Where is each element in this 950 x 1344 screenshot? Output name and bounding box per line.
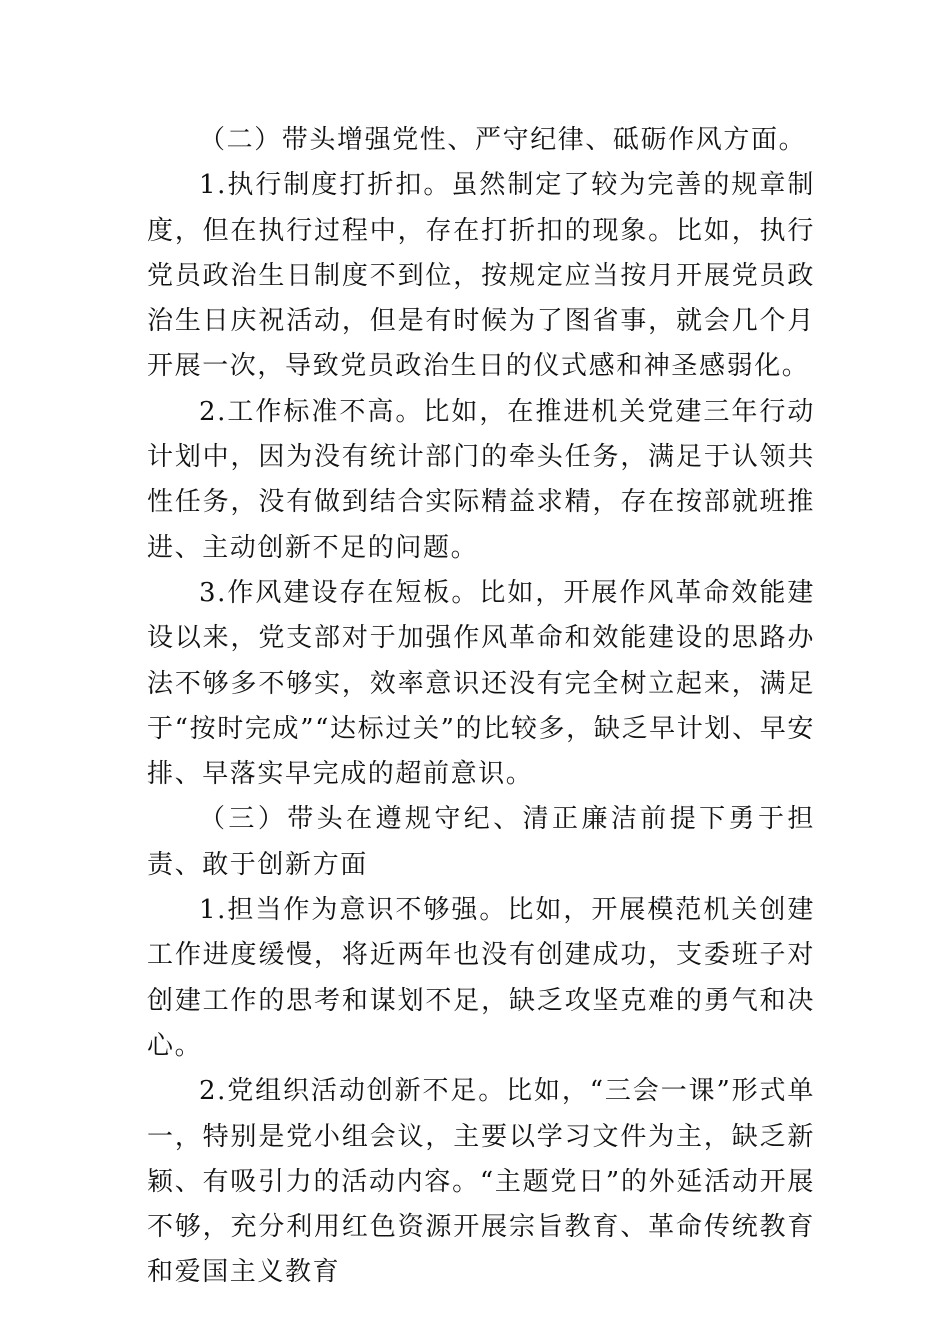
paragraph-2-1: 1.执行制度打折扣。虽然制定了较为完善的规章制度，但在执行过程中，存在打折扣的现象。比如，执行党员政治生日制度不到位，按规定应当按月开展党员政治生日庆祝活动，但是有时候为了图省事，就会几个月开展一次，导致党员政治生日的仪式感和神圣感弱化。 — [147, 170, 815, 382]
paragraph-3-1: 1.担当作为意识不够强。比如，开展模范机关创建工作进度缓慢，将近两年也没有创建成功，支委班子对创建工作的思考和谋划不足，缺乏攻坚克难的勇气和决心。 — [147, 895, 815, 1061]
document-body — [147, 118, 815, 1296]
paragraph-3-2: 2.党组织活动创新不足。比如，“三会一课”形式单一，特别是党小组会议，主要以学习文件为主，缺乏新颖、有吸引力的活动内容。“主题党日”的外延活动开展不够，充分利用红色资源开展宗旨教育、革命传统教育和爱国主义教育 — [147, 1076, 815, 1288]
paragraph-2-2: 2.工作标准不高。比如，在推进机关党建三年行动计划中，因为没有统计部门的牵头任务，满足于认领共性任务，没有做到结合实际精益求精，存在按部就班推进、主动创新不足的问题。 — [147, 396, 815, 563]
section-heading-3: （三）带头在遵规守纪、清正廉洁前提下勇于担责、敢于创新方面 — [147, 804, 815, 880]
paragraph-2-3: 3.作风建设存在短板。比如，开展作风革命效能建设以来，党支部对于加强作风革命和效能建设的思路办法不够多不够实，效率意识还没有完全树立起来，满足于“按时完成”“达标过关”的比较多，缺乏早计划、早安排、早落实早完成的超前意识。 — [147, 577, 815, 790]
section-heading-2: （二）带头增强党性、严守纪律、砥砺作风方面。 — [199, 125, 807, 155]
